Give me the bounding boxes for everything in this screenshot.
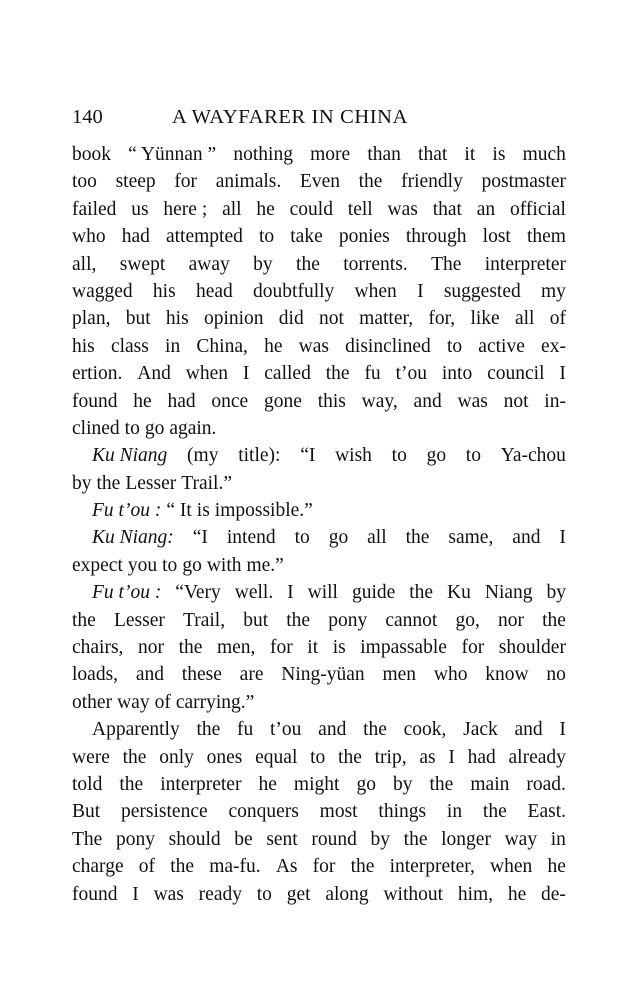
word: plan, (72, 308, 111, 330)
word: I (132, 883, 139, 905)
word: impassable (360, 637, 447, 659)
word: of (154, 691, 171, 713)
word: Niang (484, 582, 533, 604)
word: matter, (359, 308, 414, 330)
word: failed (72, 198, 117, 220)
word: title): (238, 445, 281, 467)
word: main (470, 773, 510, 795)
word: is (332, 637, 346, 659)
text-line (72, 305, 566, 332)
text-line (72, 251, 566, 278)
word: into (441, 363, 473, 385)
word: other (72, 691, 113, 713)
word: did (278, 308, 304, 330)
word: him, (457, 883, 494, 905)
word: them (526, 226, 566, 248)
word: to (294, 527, 310, 549)
word: will (307, 582, 338, 604)
word: were (72, 746, 110, 768)
text-line (72, 497, 566, 524)
word: I (287, 582, 294, 604)
word: fu (364, 363, 381, 385)
word: for (174, 171, 198, 193)
word: go (182, 554, 202, 576)
word: by (546, 582, 566, 604)
word: shoulder (498, 637, 566, 659)
text-line (72, 360, 566, 387)
word: expect (72, 554, 123, 576)
word: called (264, 363, 311, 385)
word: wish (335, 445, 372, 467)
text-line (72, 278, 566, 305)
word: without (383, 883, 444, 905)
word: road. (526, 773, 566, 795)
word: the (358, 171, 383, 193)
word: tell (347, 198, 373, 220)
word: council (487, 363, 545, 385)
word: equal (255, 746, 298, 768)
word: (my (187, 445, 219, 467)
word: China, (196, 335, 248, 357)
text-line (72, 579, 566, 606)
word: had (121, 226, 150, 248)
text-line (72, 771, 566, 798)
word: persistence (121, 801, 208, 823)
word: and (318, 719, 347, 741)
body-text (72, 141, 566, 908)
word: guide (351, 582, 396, 604)
text-line (72, 826, 566, 853)
word: Apparently (92, 719, 180, 741)
text-line (72, 716, 566, 743)
word: go (144, 417, 165, 439)
word: get (286, 883, 311, 905)
word: “ Yünnan ” (128, 144, 217, 165)
word: I (242, 363, 250, 385)
word: the (122, 746, 147, 768)
word: these (181, 664, 222, 686)
word: gone (264, 390, 302, 412)
word: Trail.” (181, 472, 232, 494)
word: intend (226, 527, 276, 549)
word: Ning-yüan (281, 664, 365, 686)
speaker-label: Ku Niang: (92, 527, 174, 549)
speaker-label: Fu t’ou : (92, 582, 162, 604)
word: trip, (374, 746, 407, 768)
word: had (167, 390, 196, 412)
word: away (188, 253, 230, 275)
word: by (253, 253, 273, 275)
word: all (367, 527, 387, 549)
word: too (72, 171, 97, 193)
text-line (72, 141, 566, 168)
word: Jack (463, 719, 498, 741)
word: are (239, 664, 264, 686)
word: active (478, 335, 525, 357)
text-line (72, 470, 566, 497)
word: was (387, 198, 418, 220)
word: of (138, 856, 156, 878)
word: Even (299, 171, 340, 193)
word: t’ou (395, 363, 427, 385)
word: doubtfully (253, 280, 335, 302)
word: steep (115, 171, 156, 193)
word: for, (428, 308, 456, 330)
word: charge (72, 856, 124, 878)
word: but (125, 308, 151, 330)
word: and (413, 390, 442, 412)
word: is (492, 144, 506, 165)
word: not (503, 390, 529, 412)
word: “I (192, 527, 208, 549)
word: with (206, 554, 242, 576)
word: friendly (401, 171, 463, 193)
word: same, (448, 527, 494, 549)
word: he (256, 198, 275, 220)
word: impossible.” (214, 500, 313, 522)
word: go (328, 527, 349, 549)
word: the (542, 609, 566, 631)
word: animals. (215, 171, 282, 193)
word: disinclined (345, 335, 431, 357)
word: to (310, 746, 326, 768)
word: ready (198, 883, 242, 905)
word: wagged (72, 280, 133, 302)
word: official (510, 198, 566, 220)
word: when (185, 363, 228, 385)
word: interpreter (160, 773, 242, 795)
word: not (318, 308, 344, 330)
running-title: A WAYFARER IN CHINA (172, 106, 408, 128)
word: in (165, 335, 181, 357)
word: cook, (403, 719, 447, 741)
speaker-label: Fu t’ou : (92, 500, 162, 522)
text-line (72, 798, 566, 825)
word: could (289, 198, 333, 220)
word: the (363, 719, 387, 741)
word: no (546, 664, 566, 686)
word: take (290, 226, 323, 248)
word: here ; (163, 198, 208, 220)
word: for (461, 637, 485, 659)
word: to (391, 445, 407, 467)
word: he (258, 773, 277, 795)
word: the (482, 801, 507, 823)
word: to (256, 883, 272, 905)
word: much (522, 144, 566, 165)
text-line (72, 524, 566, 551)
word: Trail, (182, 609, 226, 631)
word: “Very (175, 582, 221, 604)
word: torrents. (343, 253, 408, 275)
word: class (110, 335, 149, 357)
text-line (72, 607, 566, 634)
word: conquers (228, 801, 299, 823)
word: “I (300, 445, 316, 467)
word: attempted (165, 226, 243, 248)
word: to (446, 335, 463, 357)
word: already (508, 746, 566, 768)
text-line (72, 415, 566, 442)
word: it (464, 144, 476, 165)
word: like (470, 308, 500, 330)
text-line (72, 853, 566, 880)
word: The (72, 828, 103, 850)
word: who (72, 226, 106, 248)
word: lost (482, 226, 511, 248)
word: had (467, 746, 496, 768)
speaker-label: Ku Niang (92, 445, 168, 467)
word: sent (266, 828, 298, 850)
word: And (137, 363, 171, 385)
word: was (457, 390, 488, 412)
text-line (72, 744, 566, 771)
text-line (72, 689, 566, 716)
word: is (196, 500, 210, 522)
word: things (378, 801, 427, 823)
word: us (131, 198, 149, 220)
word: loads, (72, 664, 119, 686)
word: that (432, 198, 462, 220)
word: his (152, 280, 176, 302)
word: men, (216, 637, 256, 659)
word: As (275, 856, 298, 878)
word: by (392, 773, 413, 795)
word: he (264, 335, 283, 357)
word: cannot (385, 609, 438, 631)
text-line (72, 634, 566, 661)
word: as (419, 746, 436, 768)
word: “ It (166, 500, 192, 522)
text-line (72, 661, 566, 688)
word: he (547, 856, 566, 878)
word: opinion (203, 308, 264, 330)
word: know (485, 664, 529, 686)
word: me.” (246, 554, 284, 576)
word: and (512, 527, 541, 549)
word: the (178, 637, 203, 659)
word: once (211, 390, 249, 412)
word: the (338, 746, 362, 768)
word: I (559, 527, 566, 549)
word: this (317, 390, 346, 412)
word: most (319, 801, 358, 823)
word: way (117, 691, 150, 713)
word: it (307, 637, 319, 659)
word: all (514, 308, 535, 330)
word: for (312, 856, 336, 878)
word: to (465, 445, 481, 467)
word: longer (441, 828, 491, 850)
word: the (429, 773, 454, 795)
page-number: 140 (72, 106, 103, 128)
word: the (403, 828, 428, 850)
text-line (72, 196, 566, 223)
word: way (504, 828, 538, 850)
word: Ku (447, 582, 471, 604)
word: round (311, 828, 357, 850)
word: the (296, 253, 320, 275)
word: should (168, 828, 221, 850)
word: he (507, 883, 527, 905)
text-line (72, 442, 566, 469)
text-line (72, 388, 566, 415)
word: the (350, 856, 375, 878)
text-line (72, 881, 566, 908)
word: the (405, 527, 430, 549)
word: an (476, 198, 496, 220)
word: told (72, 773, 103, 795)
word: swept (119, 253, 166, 275)
word: and (514, 719, 543, 741)
word: of (549, 308, 566, 330)
running-header (72, 104, 572, 130)
word: the (196, 719, 221, 741)
word: through (405, 226, 467, 248)
word: in- (544, 390, 566, 412)
word: the (119, 773, 144, 795)
word: his (165, 308, 189, 330)
word: I (448, 746, 455, 768)
word: book (72, 144, 111, 165)
word: be (234, 828, 253, 850)
word: go, (455, 609, 480, 631)
word: ones (206, 746, 243, 768)
word: found (72, 390, 118, 412)
word: suggested (443, 280, 521, 302)
text-line (72, 333, 566, 360)
word: only (159, 746, 194, 768)
word: the (96, 472, 121, 494)
word: in (550, 828, 566, 850)
word: when (354, 280, 397, 302)
word: go (356, 773, 376, 795)
word: The (431, 253, 462, 275)
word: for (269, 637, 293, 659)
word: ex- (541, 335, 566, 357)
word: who (433, 664, 468, 686)
word: was (153, 883, 184, 905)
word: East. (527, 801, 566, 823)
word: Lesser (113, 609, 165, 631)
word: But (72, 801, 101, 823)
word: clined (72, 417, 120, 439)
word: he (133, 390, 152, 412)
word: all, (72, 253, 97, 275)
word: my (541, 280, 566, 302)
word: ponies (338, 226, 390, 248)
word: nor (497, 609, 524, 631)
word: but (243, 609, 269, 631)
word: the (170, 856, 195, 878)
word: found (72, 883, 118, 905)
word: postmaster (481, 171, 566, 193)
word: pony (328, 609, 368, 631)
word: ma-fu. (209, 856, 261, 878)
word: to (162, 554, 178, 576)
word: way, (361, 390, 398, 412)
word: head (195, 280, 233, 302)
word: nor (138, 637, 164, 659)
word: nothing (233, 144, 293, 165)
word: interpreter (484, 253, 566, 275)
word: t’ou (270, 719, 302, 741)
word: you (127, 554, 158, 576)
word: the (286, 609, 311, 631)
word: the (325, 363, 350, 385)
word: pony (115, 828, 155, 850)
word: than (367, 144, 401, 165)
word: in (446, 801, 463, 823)
word: men (382, 664, 417, 686)
word: de- (541, 883, 566, 905)
word: I (559, 363, 566, 385)
word: I (559, 719, 566, 741)
word: his (72, 335, 95, 357)
word: Ya-chou (500, 445, 566, 467)
word: go (426, 445, 447, 467)
word: again. (169, 417, 217, 439)
word: fu (237, 719, 254, 741)
word: interpreter, (389, 856, 475, 878)
word: to (124, 417, 140, 439)
word: was (298, 335, 329, 357)
word: all (222, 198, 242, 220)
word: ertion. (72, 363, 123, 385)
word: carrying.” (175, 691, 255, 713)
word: well. (234, 582, 274, 604)
word: the (409, 582, 434, 604)
word: and (135, 664, 164, 686)
word: when (490, 856, 533, 878)
word: by (72, 472, 92, 494)
word: Lesser (125, 472, 177, 494)
word: along (325, 883, 369, 905)
text-line (72, 552, 566, 579)
word: by (370, 828, 391, 850)
word: more (310, 144, 351, 165)
word: I (417, 280, 424, 302)
word: that (418, 144, 448, 165)
text-line (72, 168, 566, 195)
text-line (72, 223, 566, 250)
word: chairs, (72, 637, 124, 659)
word: the (72, 609, 96, 631)
word: might (293, 773, 340, 795)
word: to (258, 226, 275, 248)
